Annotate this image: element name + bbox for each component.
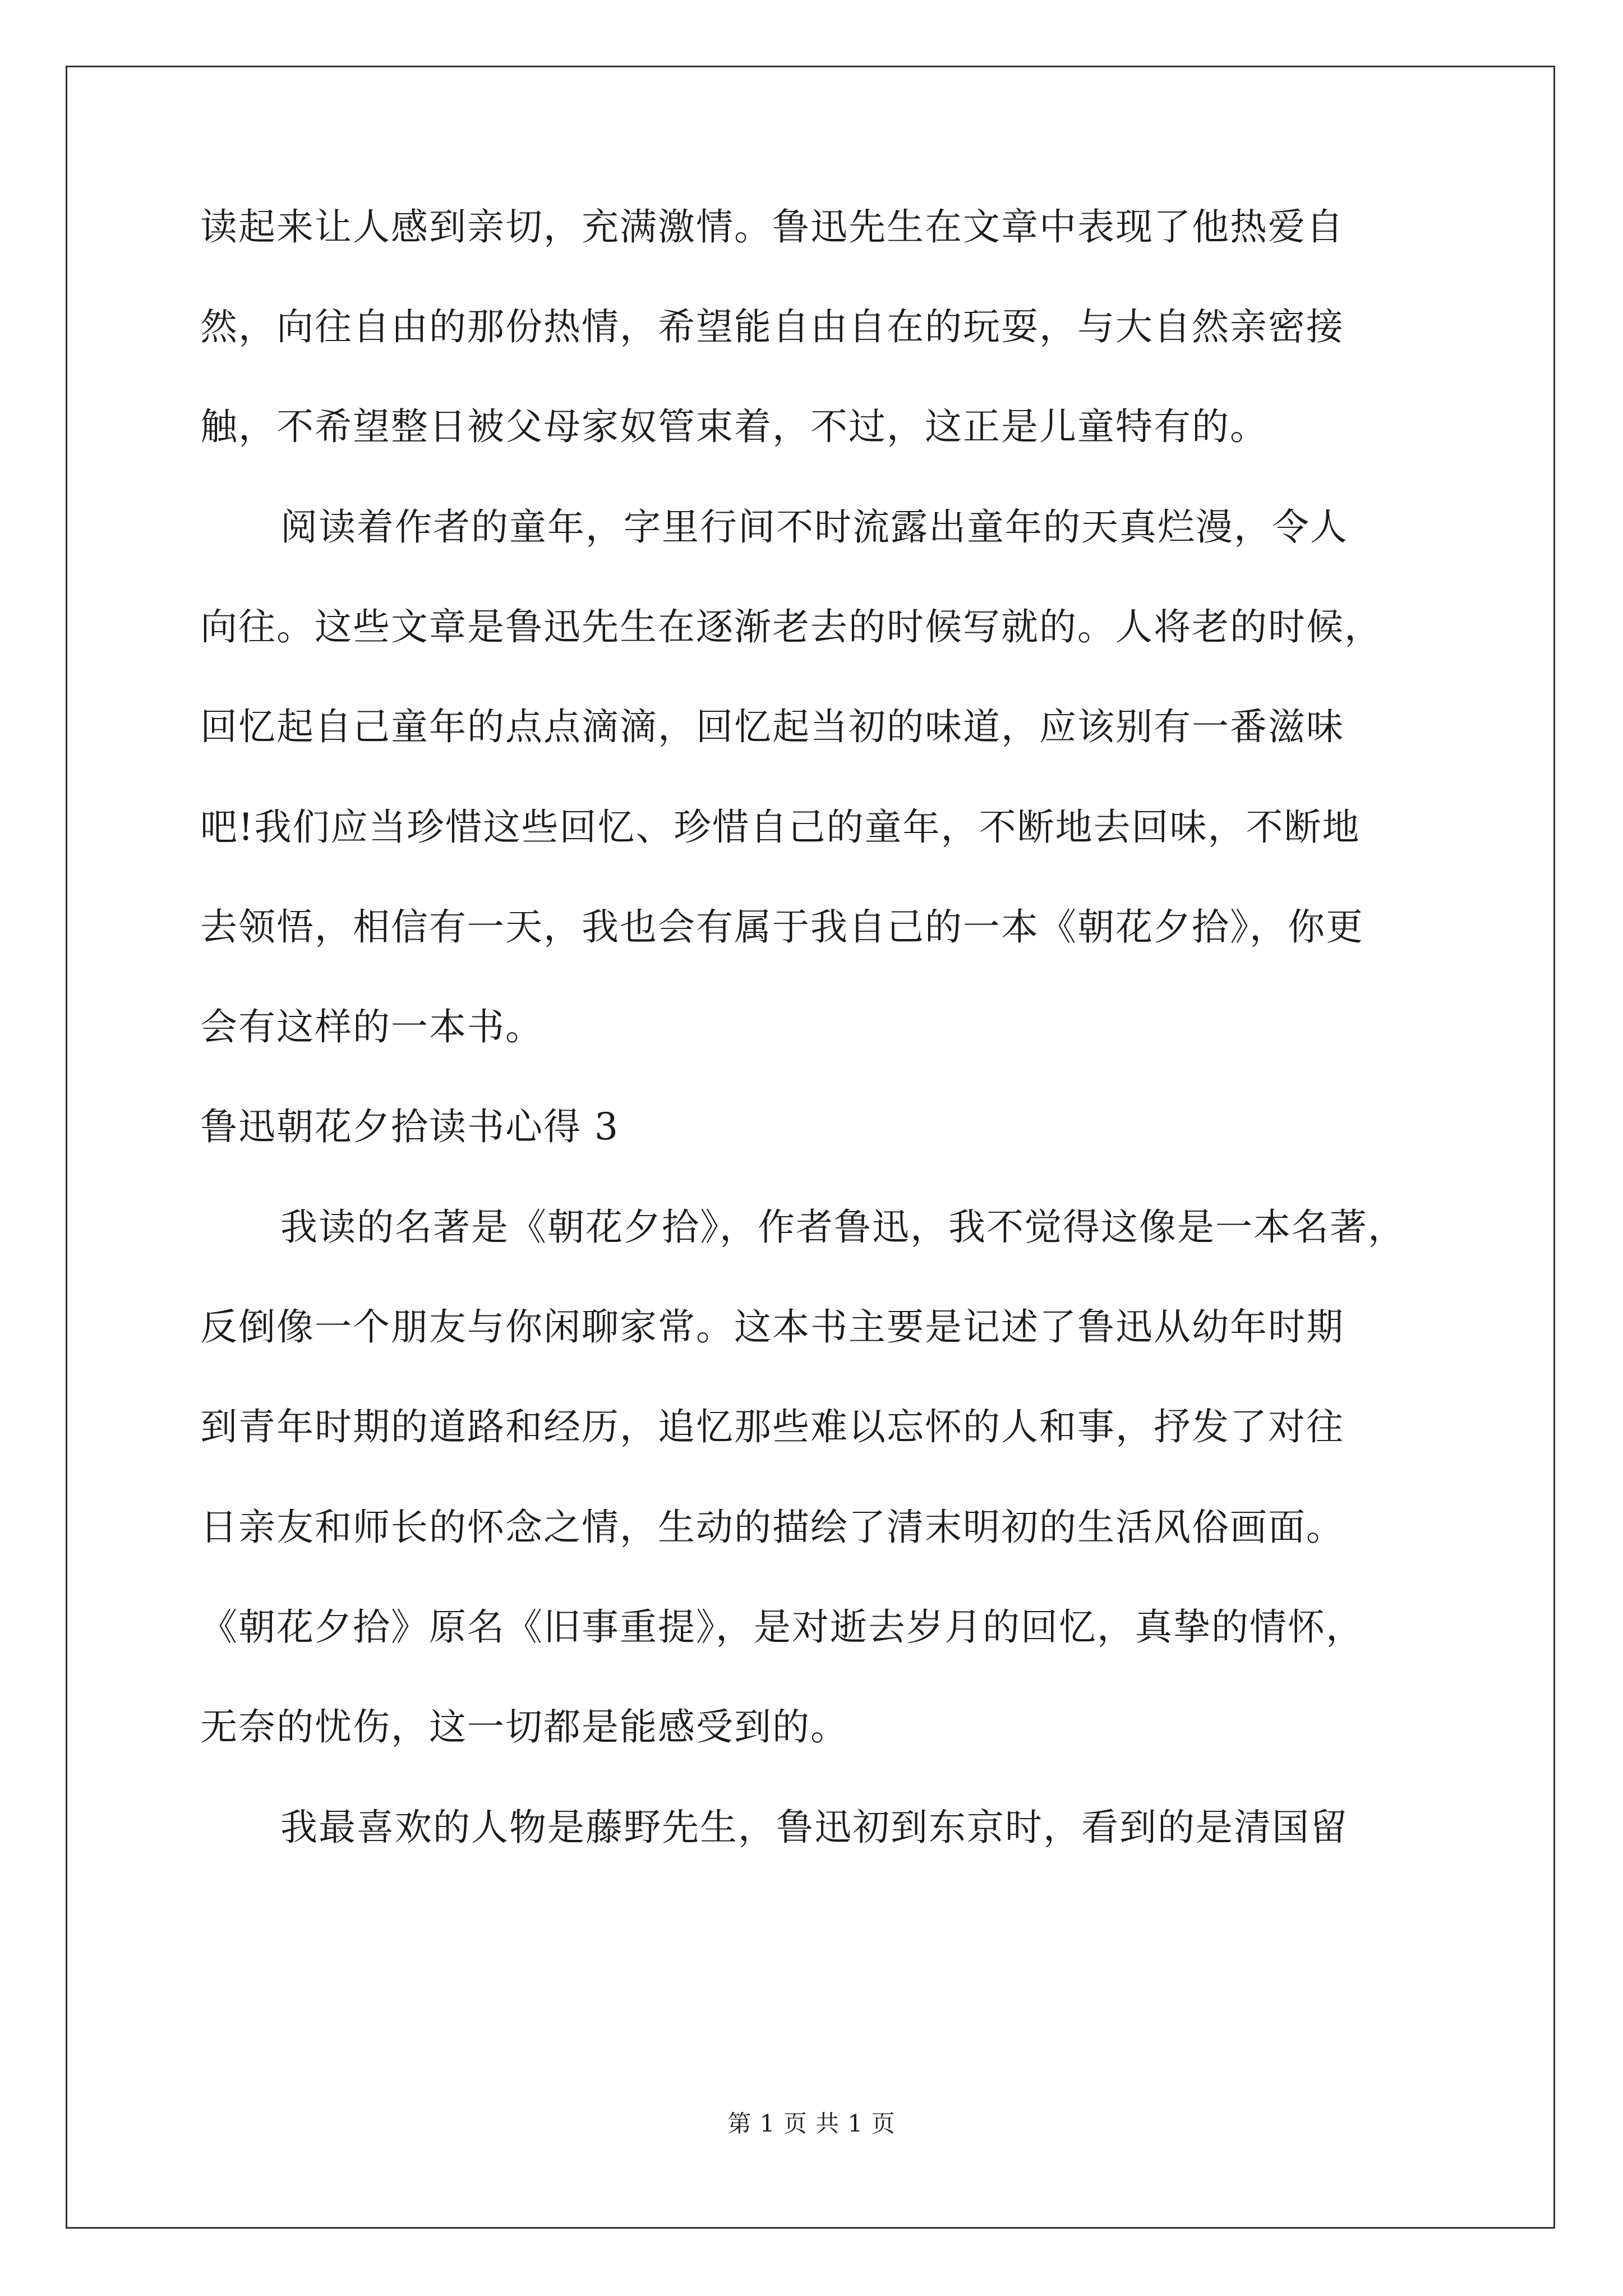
page-footer: 第 1 页 共 1 页 (727, 2110, 896, 2137)
text-line: 《朝花夕拾》原名《旧事重提》，是对逝去岁月的回忆，真挚的情怀， (200, 1605, 1364, 1649)
text-line: 反倒像一个朋友与你闲聊家常。这本书主要是记述了鲁迅从幼年时期 (200, 1305, 1344, 1349)
text-line: 无奈的忧伤，这一切都是能感受到的。 (200, 1705, 849, 1749)
text-line: 读起来让人感到亲切，充满激情。鲁迅先生在文章中表现了他热爱自 (200, 205, 1344, 249)
text-line: 到青年时期的道路和经历，追忆那些难以忘怀的人和事，抒发了对往 (200, 1405, 1344, 1448)
text-line: 向往。这些文章是鲁迅先生在逐渐老去的时候写就的。人将老的时候， (200, 605, 1382, 648)
text-line: 会有这样的一本书。 (200, 1005, 543, 1048)
text-line: 吧!我们应当珍惜这些回忆、珍惜自己的童年，不断地去回味，不断地 (200, 806, 1361, 849)
text-line: 回忆起自己童年的点点滴滴，回忆起当初的味道，应该别有一番滋味 (200, 705, 1344, 748)
text-line: 触，不希望整日被父母家奴管束着，不过，这正是儿童特有的。 (200, 405, 1268, 448)
paragraph-first-line: 阅读着作者的童年，字里行间不时流露出童年的天真烂漫，令人 (280, 505, 1348, 549)
text-line: 去领悟，相信有一天，我也会有属于我自己的一本《朝花夕拾》，你更 (200, 905, 1364, 949)
paragraph-first-line: 我读的名著是《朝花夕拾》，作者鲁迅，我不觉得这像是一本名著， (280, 1205, 1406, 1249)
section-heading: 鲁迅朝花夕拾读书心得 3 (200, 1105, 619, 1148)
text-line: 日亲友和师长的怀念之情，生动的描绘了清末明初的生活风俗画面。 (200, 1506, 1344, 1549)
text-line: 然，向往自由的那份热情，希望能自由自在的玩耍，与大自然亲密接 (200, 305, 1344, 348)
paragraph-first-line: 我最喜欢的人物是藤野先生，鲁迅初到东京时，看到的是清国留 (280, 1806, 1348, 1849)
